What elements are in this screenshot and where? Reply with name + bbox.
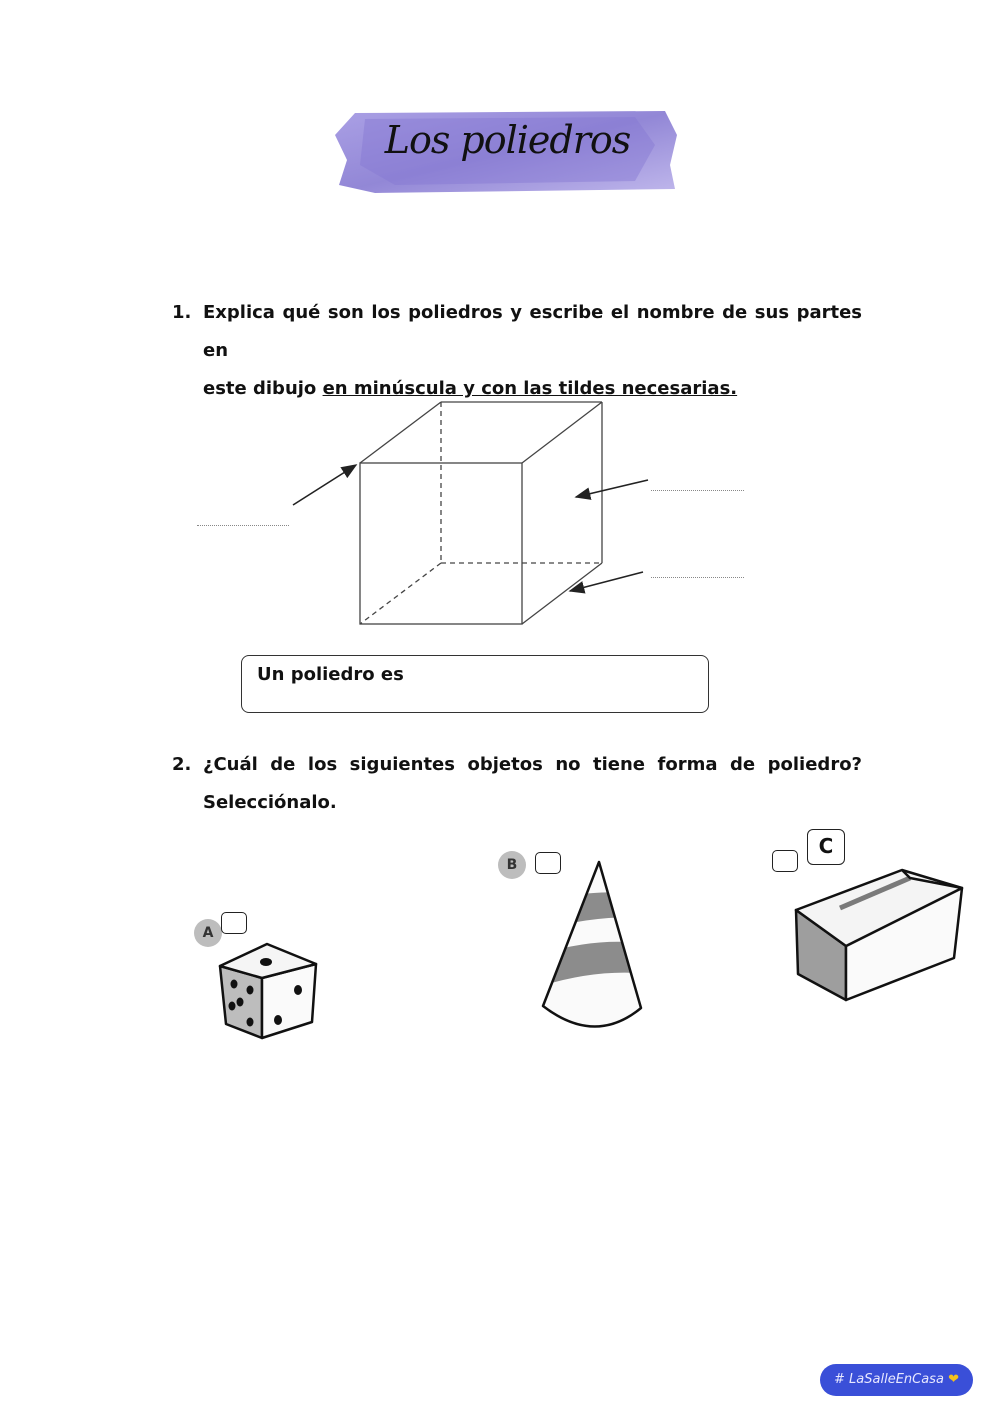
option-b-label: B	[498, 851, 526, 879]
arrow-edge	[570, 572, 643, 591]
question-1-line1: Explica qué son los poliedros y escribe el nombre de sus partes en	[203, 302, 862, 361]
question-2-line2: Selecciónalo.	[203, 792, 337, 813]
face-input[interactable]	[651, 471, 744, 489]
question-2	[172, 746, 862, 822]
page-title: Los poliedros	[384, 118, 631, 162]
question-1-line2: este dibujo	[203, 378, 323, 399]
question-2-line1: ¿Cuál de los siguientes objetos no tiene forma de poliedro?	[203, 754, 862, 775]
blank-line-vertex	[197, 525, 289, 526]
blank-line-edge	[651, 577, 744, 578]
question-1-emphasis: en minúscula y con las tildes necesarias.	[322, 378, 738, 399]
polyhedron-definition-input[interactable]	[400, 662, 699, 690]
edge-input[interactable]	[651, 558, 744, 576]
cube-diagram	[280, 390, 660, 640]
arrow-vertex	[293, 465, 356, 505]
question-1-number: 1.	[172, 302, 192, 323]
heart-icon: ❤	[948, 1372, 959, 1387]
vertex-input[interactable]	[197, 506, 289, 524]
blank-line-face	[651, 490, 744, 491]
question-2-number: 2.	[172, 754, 192, 775]
dice-image	[212, 938, 322, 1044]
option-c-label: C	[807, 829, 845, 865]
box-image	[790, 862, 968, 1007]
dice-dot-icon	[260, 958, 272, 966]
footer-badge	[820, 1364, 973, 1396]
option-a-label: A	[194, 919, 222, 947]
cone-image	[535, 856, 650, 1040]
answer-label: Un poliedro es	[257, 664, 404, 685]
option-a-checkbox[interactable]	[221, 912, 247, 934]
footer-badge-text: # LaSalleEnCasa	[834, 1372, 944, 1387]
arrow-face	[576, 480, 648, 497]
